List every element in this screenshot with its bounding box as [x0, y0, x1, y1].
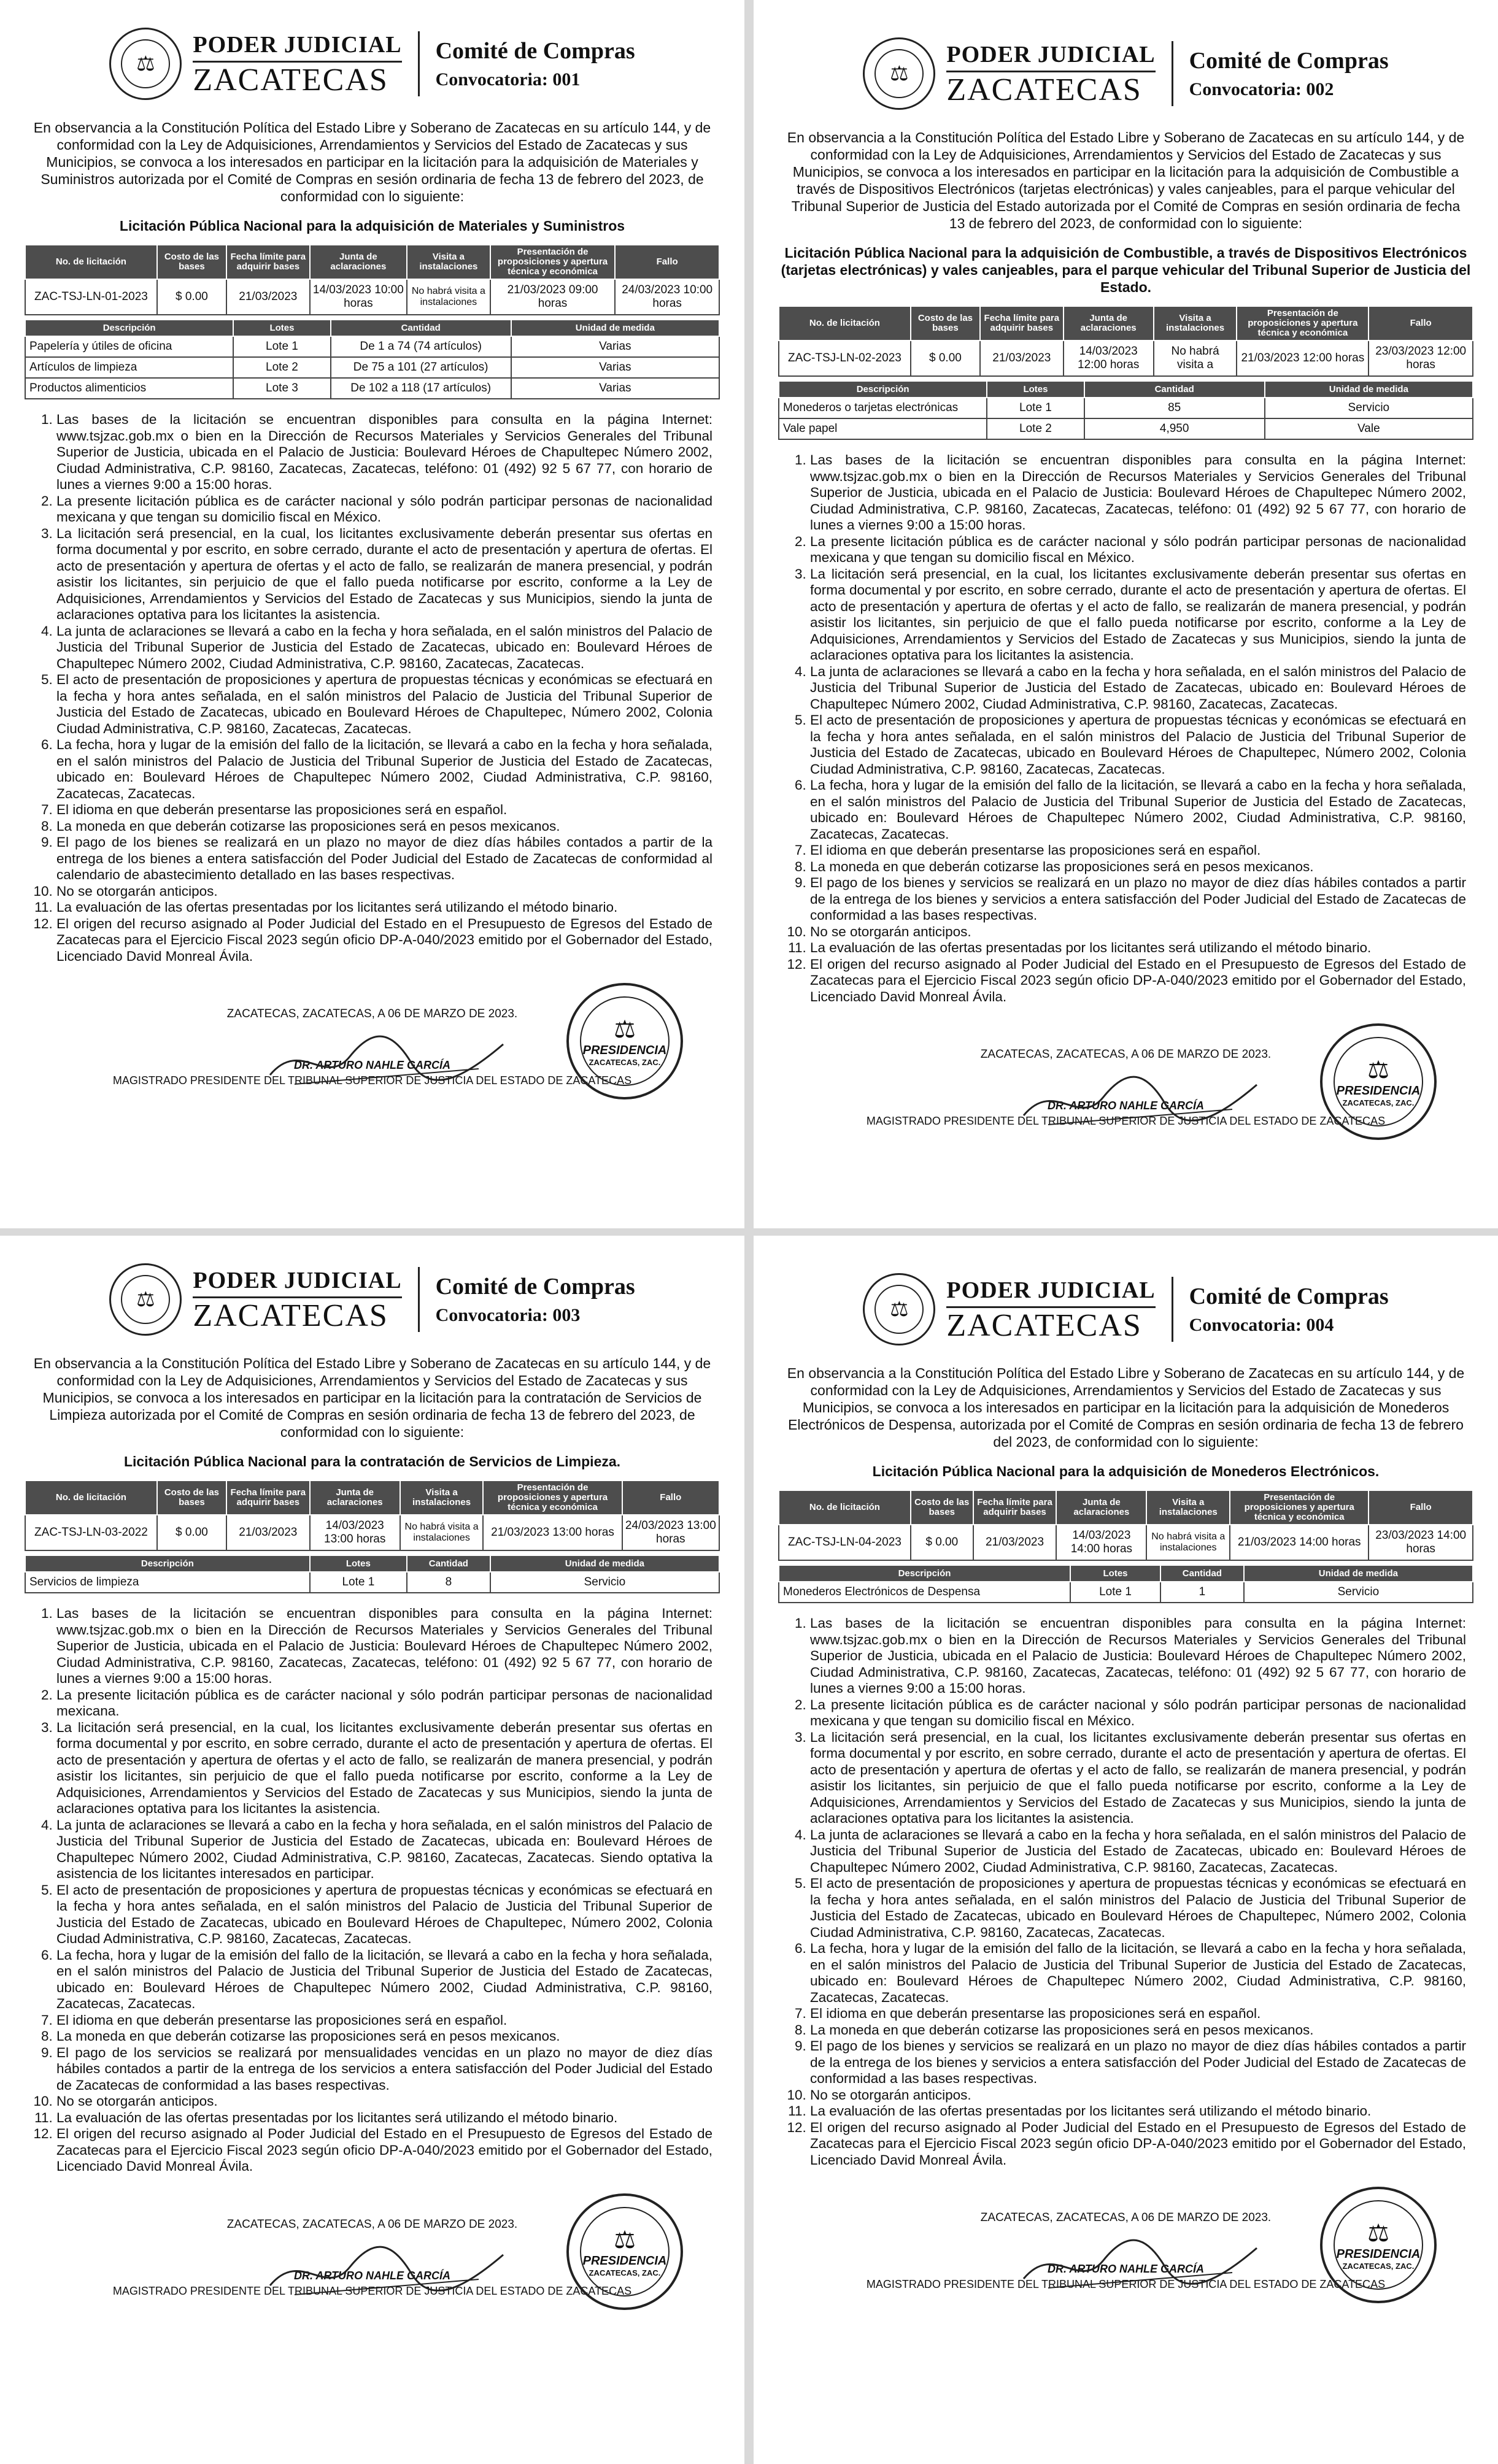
table-row	[25, 1515, 719, 1550]
th-fallo: Fallo	[622, 1480, 719, 1515]
schedule-table	[25, 244, 720, 315]
convocatoria-004-panel	[754, 1236, 1498, 2464]
conditions-list	[778, 1615, 1466, 2168]
poder-judicial-seal-icon: ⚖	[863, 37, 935, 110]
licitacion-title: Licitación Pública Nacional para la adquisición de Monederos Electrónicos.	[872, 1463, 1380, 1479]
signature-scribble-icon	[258, 1026, 515, 1093]
place-date: ZACATECAS, ZACATECAS, A 06 DE MARZO DE 2023.	[980, 2211, 1272, 2224]
th-lotes: Lotes	[310, 1555, 407, 1572]
list-item: 2. La presente licitación pública es de carácter nacional y sólo podrán participar personas de nacionalidad mexicana y que tengan su domicilio fiscal en México.	[56, 493, 712, 526]
list-item: 6. La fecha, hora y lugar de la emisión del fallo de la licitación, se llevará a cabo en la fecha y hora señalada, en el salón ministros del Palacio de Justicia del Tribunal Superior de Justicia del Estado de Zacatecas, ubicado en: Boulevard Héroes de Chapultepec Número 2002, Ciudad Administrativa, C.P. 98160, Zacatecas, Zacatecas.	[810, 777, 1466, 842]
th-visita: Visita a instalaciones	[407, 245, 490, 279]
th-costo: Costo de las bases	[157, 1480, 226, 1515]
th-junta: Junta de aclaraciones	[1056, 1490, 1146, 1525]
th-cantidad: Cantidad	[331, 320, 511, 336]
signature-block	[778, 2187, 1473, 2322]
cell-presentacion: 21/03/2023 12:00 horas	[1237, 341, 1369, 376]
list-item: 12. El origen del recurso asignado al Poder Judicial del Estado en el Presupuesto de Egresos del Estado de Zacatecas para el Ejercicio Fiscal 2023 según oficio DP-A-040/2023 emitido por el Gobernador del Estado, Licenciado David Monreal Ávila.	[56, 2126, 712, 2175]
cell-licitacion: ZAC-TSJ-LN-01-2023	[25, 279, 157, 315]
schedule-table	[25, 1480, 720, 1551]
committee-title: Comité de Compras	[435, 38, 635, 64]
list-item: 11. La evaluación de las ofertas presentadas por los licitantes será utilizando el método binario.	[56, 899, 712, 916]
cell-unidad: Servicio	[1265, 398, 1473, 418]
list-item: 9. El pago de los bienes y servicios se realizará en un plazo no mayor de diez días hábiles contados a partir de la entrega de los bienes y servicios a entera satisfacción del Poder Judicial del Estado de Zacatecas de conformidad a las bases respectivas.	[810, 2038, 1466, 2087]
org-name	[946, 1277, 1173, 1342]
cell-lote: Lote 1	[1070, 1582, 1160, 1603]
cell-unidad: Vale	[1265, 418, 1473, 439]
cell-licitacion: ZAC-TSJ-LN-02-2023	[779, 341, 911, 376]
org-line2: ZACATECAS	[946, 1308, 1142, 1343]
list-item: 8. La moneda en que deberán cotizarse las proposiciones será en pesos mexicanos.	[56, 818, 712, 835]
list-item: 5. El acto de presentación de proposiciones y apertura de propuestas técnicas y económicas se efectuará en la fecha y hora antes señalada, en el salón ministros del Palacio de Justicia del Tribunal Superior de Justicia del Estado de Zacatecas, ubicado en Boulevard Héroes de Chapultepec, Número 2002, Colonia Ciudad Administrativa, C.P. 98160, Zacatecas, Zacatecas.	[810, 1876, 1466, 1941]
th-fecha-limite: Fecha límite para adquirir bases	[226, 245, 310, 279]
org-line1: PODER JUDICIAL	[946, 42, 1156, 67]
cell-fecha-limite: 21/03/2023	[226, 279, 310, 315]
cell-cantidad: 85	[1084, 398, 1265, 418]
cell-junta: 14/03/2023 12:00 horas	[1064, 341, 1154, 376]
cell-descripcion: Servicios de limpieza	[25, 1572, 310, 1593]
cell-descripcion: Monederos o tarjetas electrónicas	[779, 398, 987, 418]
list-item: 11. La evaluación de las ofertas presentadas por los licitantes será utilizando el método binario.	[810, 940, 1466, 957]
list-item: 5. El acto de presentación de proposiciones y apertura de propuestas técnicas y económicas se efectuará en la fecha y hora antes señalada, en el salón ministros del Palacio de Justicia del Tribunal Superior de Justicia del Estado de Zacatecas, ubicado en Boulevard Héroes de Chapultepec, Número 2002, Colonia Ciudad Administrativa, C.P. 98160, Zacatecas, Zacatecas.	[56, 1882, 712, 1947]
cell-fecha-limite: 21/03/2023	[980, 341, 1064, 376]
signer-name: DR. ARTURO NAHLE GARCÍA	[1048, 2263, 1204, 2275]
org-line1: PODER JUDICIAL	[946, 1277, 1156, 1303]
table-row	[25, 279, 719, 315]
list-item: 1. Las bases de la licitación se encuentran disponibles para consulta en la página Internet: www.tsjzac.gob.mx o bien en la Dirección de Recursos Materiales y Servicios Generales del Tribunal Superior de Justicia, ubicada en el Palacio de Justicia: Boulevard Héroes de Chapultepec Número 2002, Ciudad Administrativa, C.P. 98160, Zacatecas, Zacatecas, teléfono: 01 (492) 92 5 67 77, con horario de lunes a viernes 9:00 a 15:00 horas.	[810, 452, 1466, 534]
th-junta: Junta de aclaraciones	[1064, 306, 1154, 341]
th-visita: Visita a instalaciones	[1154, 306, 1237, 341]
list-item: 4. La junta de aclaraciones se llevará a cabo en la fecha y hora señalada, en el salón ministros del Palacio de Justicia del Tribunal Superior de Justicia del Estado de Zacatecas, ubicada en: Boulevard Héroes de Chapultepec Número 2002, Ciudad Administrativa, C.P. 98160, Zacatecas, Zacatecas. Siendo optativa la asistencia de los licitantes interesados en participar.	[56, 1817, 712, 1882]
cell-fallo: 23/03/2023 12:00 horas	[1369, 341, 1473, 376]
org-name	[193, 1267, 419, 1332]
list-item: 3. La licitación será presencial, en la cual, los licitantes exclusivamente deberán presentar sus ofertas en forma documental y por escrito, en sobre cerrado, durante el acto de presentación y apertura de ofertas. El acto de presentación y apertura de ofertas y el acto de fallo, se realizarán de manera presencial, y podrán asistir los licitantes, sin perjuicio de que el fallo pueda notificarse por escrito, conforme a la Ley de Adquisiciones, Arrendamientos y Servicios del Estado de Zacatecas y sus Municipios, siendo la junta de aclaraciones optativa para los licitantes la asistencia.	[56, 526, 712, 623]
signature-block	[25, 2193, 720, 2328]
committee-title: Comité de Compras	[1189, 1284, 1389, 1309]
cell-lote: Lote 2	[987, 418, 1084, 439]
list-item: 4. La junta de aclaraciones se llevará a cabo en la fecha y hora señalada, en el salón ministros del Palacio de Justicia del Tribunal Superior de Justicia del Estado de Zacatecas, ubicado en: Boulevard Héroes de Chapultepec Número 2002, Ciudad Administrativa, C.P. 98160, Zacatecas, Zacatecas.	[56, 623, 712, 672]
th-unidad: Unidad de medida	[511, 320, 719, 336]
intro-paragraph: En observancia a la Constitución Política del Estado Libre y Soberano de Zacatecas en su artículo 144, y de conformidad con la Ley de Adquisiciones, Arrendamientos y Servicios del Estado de Zacatecas y sus Municipios, se convoca a los interesados en participar en la licitación para la adquisición de Materiales y Suministros autorizada por el Comité de Compras en sesión ordinaria de fecha 13 de febrero del 2023, de conformidad con lo siguiente:	[33, 120, 711, 204]
cell-visita: No habrá visita a instalaciones	[1146, 1525, 1230, 1560]
cell-presentacion: 21/03/2023 13:00 horas	[483, 1515, 622, 1550]
list-item: 2. La presente licitación pública es de carácter nacional y sólo podrán participar personas de nacionalidad mexicana.	[56, 1687, 712, 1720]
items-table	[25, 319, 720, 399]
licitacion-title: Licitación Pública Nacional para la adquisición de Materiales y Suministros	[119, 218, 625, 234]
cell-cantidad: De 75 a 101 (27 artículos)	[331, 357, 511, 378]
cell-fallo: 24/03/2023 10:00 horas	[615, 279, 719, 315]
list-item: 10. No se otorgarán anticipos.	[810, 2087, 1466, 2104]
th-presentacion: Presentación de proposiciones y apertura técnica y económica	[1230, 1490, 1369, 1525]
th-junta: Junta de aclaraciones	[310, 245, 407, 279]
cell-unidad: Varias	[511, 378, 719, 399]
cell-fallo: 23/03/2023 14:00 horas	[1369, 1525, 1473, 1560]
list-item: 10. No se otorgarán anticipos.	[56, 884, 712, 900]
th-fallo: Fallo	[615, 245, 719, 279]
table-row	[25, 357, 719, 378]
list-item: 1. Las bases de la licitación se encuentran disponibles para consulta en la página Internet: www.tsjzac.gob.mx o bien en la Dirección de Recursos Materiales y Servicios Generales del Tribunal Superior de Justicia, ubicada en el Palacio de Justicia: Boulevard Héroes de Chapultepec Número 2002, Ciudad Administrativa, C.P. 98160, Zacatecas, Zacatecas, teléfono: 01 (492) 92 5 67 77, con horario de lunes a viernes 9:00 a 15:00 horas.	[56, 1606, 712, 1687]
cell-unidad: Servicio	[1244, 1582, 1473, 1603]
cell-costo: $ 0.00	[157, 279, 226, 315]
cell-cantidad: De 102 a 118 (17 artículos)	[331, 378, 511, 399]
signature-block	[778, 1023, 1473, 1158]
intro-paragraph: En observancia a la Constitución Política del Estado Libre y Soberano de Zacatecas en su artículo 144, y de conformidad con la Ley de Adquisiciones, Arrendamientos y Servicios del Estado de Zacatecas y sus Municipios, se convoca a los interesados en participar en la licitación para la adquisición de Combustible a través de Dispositivos Electrónicos (tarjetas electrónicas) y vales canjeables, para el parque vehicular del Tribunal Superior de Justicia del Estado autorizada por el Comité de Compras en sesión ordinaria de fecha 13 de febrero del 2023, de conformidad con lo siguiente:	[787, 129, 1465, 231]
th-licitacion: No. de licitación	[25, 1480, 157, 1515]
cell-lote: Lote 1	[310, 1572, 407, 1593]
th-presentacion: Presentación de proposiciones y apertura técnica y económica	[1237, 306, 1369, 341]
cell-presentacion: 21/03/2023 09:00 horas	[490, 279, 616, 315]
cell-unidad: Servicio	[490, 1572, 719, 1593]
cell-fallo: 24/03/2023 13:00 horas	[622, 1515, 719, 1550]
place-date: ZACATECAS, ZACATECAS, A 06 DE MARZO DE 2023.	[226, 1007, 518, 1020]
items-table	[778, 1565, 1473, 1603]
cell-visita: No habrá visita a instalaciones	[407, 279, 490, 315]
list-item: 8. La moneda en que deberán cotizarse las proposiciones será en pesos mexicanos.	[810, 2022, 1466, 2039]
presidencia-stamp-icon: ⚖ PRESIDENCIA ZACATECAS, ZAC.	[1320, 1023, 1437, 1140]
conditions-list	[778, 452, 1466, 1005]
cell-fecha-limite: 21/03/2023	[973, 1525, 1057, 1560]
signature-scribble-icon	[1011, 1066, 1269, 1134]
cell-cantidad: 1	[1160, 1582, 1244, 1603]
th-descripcion: Descripción	[779, 1565, 1070, 1582]
org-name	[193, 31, 419, 96]
cell-descripcion: Vale papel	[779, 418, 987, 439]
signer-name: DR. ARTURO NAHLE GARCÍA	[294, 2269, 450, 2282]
th-licitacion: No. de licitación	[779, 306, 911, 341]
cell-costo: $ 0.00	[911, 1525, 973, 1560]
list-item: 7. El idioma en que deberán presentarse las proposiciones será en español.	[810, 2006, 1466, 2022]
place-date: ZACATECAS, ZACATECAS, A 06 DE MARZO DE 2023.	[980, 1048, 1272, 1061]
cell-costo: $ 0.00	[157, 1515, 226, 1550]
org-name	[946, 41, 1173, 106]
table-row	[779, 398, 1473, 418]
th-presentacion: Presentación de proposiciones y apertura técnica y económica	[483, 1480, 622, 1515]
signer-role: MAGISTRADO PRESIDENTE DEL TRIBUNAL SUPERIOR DE JUSTICIA DEL ESTADO DE ZACATECAS	[866, 1115, 1386, 1127]
convocatoria-number: Convocatoria: 003	[435, 1305, 581, 1325]
cell-lote: Lote 1	[987, 398, 1084, 418]
th-cantidad: Cantidad	[407, 1555, 490, 1572]
org-line2: ZACATECAS	[193, 1298, 388, 1333]
committee-title: Comité de Compras	[435, 1274, 635, 1299]
table-row	[779, 341, 1473, 376]
th-lotes: Lotes	[987, 381, 1084, 398]
panel-header	[25, 25, 720, 103]
th-visita: Visita a instalaciones	[400, 1480, 484, 1515]
cell-cantidad: 8	[407, 1572, 490, 1593]
th-unidad: Unidad de medida	[1244, 1565, 1473, 1582]
list-item: 11. La evaluación de las ofertas presentadas por los licitantes será utilizando el método binario.	[810, 2103, 1466, 2120]
licitacion-title: Licitación Pública Nacional para la adquisición de Combustible, a través de Dispositivos Electrónicos (tarjetas electrónicas) y vales canjeables, para el parque vehicular del Tribunal Superior de Justicia del Estado.	[781, 245, 1471, 295]
place-date: ZACATECAS, ZACATECAS, A 06 DE MARZO DE 2023.	[226, 2217, 518, 2231]
cell-unidad: Varias	[511, 357, 719, 378]
convocatoria-number: Convocatoria: 001	[435, 69, 581, 90]
list-item: 8. La moneda en que deberán cotizarse las proposiciones será en pesos mexicanos.	[56, 2028, 712, 2045]
list-item: 12. El origen del recurso asignado al Poder Judicial del Estado en el Presupuesto de Egresos del Estado de Zacatecas para el Ejercicio Fiscal 2023 según oficio DP-A-040/2023 emitido por el Gobernador del Estado, Licenciado David Monreal Ávila.	[810, 2120, 1466, 2169]
list-item: 10. No se otorgarán anticipos.	[56, 2093, 712, 2110]
presidencia-stamp-icon: ⚖ PRESIDENCIA ZACATECAS, ZAC.	[566, 983, 683, 1099]
th-fecha-limite: Fecha límite para adquirir bases	[980, 306, 1064, 341]
cell-descripcion: Artículos de limpieza	[25, 357, 233, 378]
cell-descripcion: Monederos Electrónicos de Despensa	[779, 1582, 1070, 1603]
conditions-list	[25, 1606, 712, 2175]
cell-descripcion: Productos alimenticios	[25, 378, 233, 399]
list-item: 1. Las bases de la licitación se encuentran disponibles para consulta en la página Internet: www.tsjzac.gob.mx o bien en la Dirección de Recursos Materiales y Servicios Generales del Tribunal Superior de Justicia, ubicada en el Palacio de Justicia: Boulevard Héroes de Chapultepec Número 2002, Ciudad Administrativa, C.P. 98160, Zacatecas, Zacatecas, teléfono: 01 (492) 92 5 67 77, con horario de lunes a viernes 9:00 a 15:00 horas.	[810, 1615, 1466, 1697]
th-costo: Costo de las bases	[157, 245, 226, 279]
intro-paragraph: En observancia a la Constitución Política del Estado Libre y Soberano de Zacatecas en su artículo 144, y de conformidad con la Ley de Adquisiciones, Arrendamientos y Servicios del Estado de Zacatecas y sus Municipios, se convoca a los interesados en participar en la licitación para la contratación de Servicios de Limpieza autorizada por el Comité de Compras en sesión ordinaria de fecha 13 de febrero del 2023, de conformidad con lo siguiente:	[33, 1355, 711, 1440]
list-item: 11. La evaluación de las ofertas presentadas por los licitantes será utilizando el método binario.	[56, 2110, 712, 2127]
committee-title: Comité de Compras	[1189, 48, 1389, 74]
th-costo: Costo de las bases	[911, 1490, 973, 1525]
org-line1: PODER JUDICIAL	[193, 32, 402, 58]
org-line2: ZACATECAS	[193, 63, 388, 98]
list-item: 1. Las bases de la licitación se encuentran disponibles para consulta en la página Internet: www.tsjzac.gob.mx o bien en la Dirección de Recursos Materiales y Servicios Generales del Tribunal Superior de Justicia, ubicada en el Palacio de Justicia: Boulevard Héroes de Chapultepec Número 2002, Ciudad Administrativa, C.P. 98160, Zacatecas, Zacatecas, teléfono: 01 (492) 92 5 67 77, con horario de lunes a viernes 9:00 a 15:00 horas.	[56, 412, 712, 493]
table-row	[25, 336, 719, 357]
th-unidad: Unidad de medida	[490, 1555, 719, 1572]
signer-role: MAGISTRADO PRESIDENTE DEL TRIBUNAL SUPERIOR DE JUSTICIA DEL ESTADO DE ZACATECAS	[112, 1074, 632, 1087]
th-cantidad: Cantidad	[1160, 1565, 1244, 1582]
items-table	[25, 1555, 720, 1593]
list-item: 12. El origen del recurso asignado al Poder Judicial del Estado en el Presupuesto de Egresos del Estado de Zacatecas para el Ejercicio Fiscal 2023 según oficio DP-A-040/2023 emitido por el Gobernador del Estado, Licenciado David Monreal Ávila.	[56, 916, 712, 965]
convocatoria-002-panel	[754, 0, 1498, 1228]
list-item: 7. El idioma en que deberán presentarse las proposiciones será en español.	[56, 802, 712, 818]
table-row	[25, 378, 719, 399]
panel-header	[778, 1270, 1473, 1349]
th-descripcion: Descripción	[779, 381, 987, 398]
signature-scribble-icon	[1011, 2230, 1269, 2297]
signature-block	[25, 983, 720, 1118]
th-fallo: Fallo	[1369, 306, 1473, 341]
cell-costo: $ 0.00	[911, 341, 980, 376]
th-cantidad: Cantidad	[1084, 381, 1265, 398]
schedule-table	[778, 306, 1473, 377]
intro-paragraph: En observancia a la Constitución Política del Estado Libre y Soberano de Zacatecas en su artículo 144, y de conformidad con la Ley de Adquisiciones, Arrendamientos y Servicios del Estado de Zacatecas y sus Municipios, se convoca a los interesados en participar en la licitación para la adquisición de Monederos Electrónicos de Despensa, autorizada por el Comité de Compras en sesión ordinaria de fecha 13 de febrero del 2023, de conformidad con lo siguiente:	[787, 1365, 1465, 1450]
cell-cantidad: 4,950	[1084, 418, 1265, 439]
cell-unidad: Varias	[511, 336, 719, 357]
cell-presentacion: 21/03/2023 14:00 horas	[1230, 1525, 1369, 1560]
signature-scribble-icon	[258, 2236, 515, 2304]
table-row	[779, 418, 1473, 439]
convocatoria-number: Convocatoria: 002	[1189, 79, 1334, 99]
signer-name: DR. ARTURO NAHLE GARCÍA	[294, 1059, 450, 1071]
th-fecha-limite: Fecha límite para adquirir bases	[226, 1480, 310, 1515]
items-table	[778, 380, 1473, 440]
th-presentacion: Presentación de proposiciones y apertura técnica y económica	[490, 245, 616, 279]
convocatoria-003-panel	[0, 1236, 744, 2464]
convocatoria-001-panel	[0, 0, 744, 1228]
cell-licitacion: ZAC-TSJ-LN-03-2022	[25, 1515, 157, 1550]
list-item: 10. No se otorgarán anticipos.	[810, 924, 1466, 941]
list-item: 2. La presente licitación pública es de carácter nacional y sólo podrán participar personas de nacionalidad mexicana y que tengan su domicilio fiscal en México.	[810, 1697, 1466, 1730]
table-row	[779, 1525, 1473, 1560]
list-item: 9. El pago de los bienes se realizará en un plazo no mayor de diez días hábiles contados a partir de la entrega de los bienes a entera satisfacción del Poder Judicial del Estado de Zacatecas de conformidad al calendario de abastecimiento detallado en las bases respectivas.	[56, 834, 712, 884]
cell-lote: Lote 2	[233, 357, 330, 378]
cell-licitacion: ZAC-TSJ-LN-04-2023	[779, 1525, 911, 1560]
th-junta: Junta de aclaraciones	[310, 1480, 400, 1515]
list-item: 3. La licitación será presencial, en la cual, los licitantes exclusivamente deberán presentar sus ofertas en forma documental y por escrito, en sobre cerrado, durante el acto de presentación y apertura de ofertas. El acto de presentación y apertura de ofertas y el acto de fallo, se realizarán de manera presencial, y podrán asistir los licitantes, sin perjuicio de que el fallo pueda notificarse por escrito, conforme a la Ley de Adquisiciones, Arrendamientos y Servicios del Estado de Zacatecas y sus Municipios, siendo la junta de aclaraciones optativa para los licitantes la asistencia.	[56, 1720, 712, 1817]
schedule-table	[778, 1490, 1473, 1561]
poder-judicial-seal-icon: ⚖	[109, 1263, 182, 1336]
th-costo: Costo de las bases	[911, 306, 980, 341]
cell-fecha-limite: 21/03/2023	[226, 1515, 310, 1550]
poder-judicial-seal-icon: ⚖	[109, 28, 182, 100]
th-lotes: Lotes	[1070, 1565, 1160, 1582]
cell-visita: No habrá visita a	[1154, 341, 1237, 376]
table-row	[25, 1572, 719, 1593]
signer-role: MAGISTRADO PRESIDENTE DEL TRIBUNAL SUPERIOR DE JUSTICIA DEL ESTADO DE ZACATECAS	[866, 2278, 1386, 2290]
list-item: 4. La junta de aclaraciones se llevará a cabo en la fecha y hora señalada, en el salón ministros del Palacio de Justicia del Tribunal Superior de Justicia del Estado de Zacatecas, ubicado en: Boulevard Héroes de Chapultepec Número 2002, Ciudad Administrativa, C.P. 98160, Zacatecas, Zacatecas.	[810, 1827, 1466, 1876]
list-item: 9. El pago de los servicios se realizará por mensualidades vencidas en un plazo no mayor de diez días hábiles contados a partir de la entrega de los servicios a entera satisfacción del Poder Judicial del Estado de Zacatecas de conformidad a las bases respectivas.	[56, 2045, 712, 2094]
list-item: 4. La junta de aclaraciones se llevará a cabo en la fecha y hora señalada, en el salón ministros del Palacio de Justicia del Tribunal Superior de Justicia del Estado de Zacatecas, ubicado en: Boulevard Héroes de Chapultepec Número 2002, Ciudad Administrativa, C.P. 98160, Zacatecas, Zacatecas.	[810, 664, 1466, 713]
cell-visita: No habrá visita a instalaciones	[400, 1515, 484, 1550]
cell-junta: 14/03/2023 14:00 horas	[1056, 1525, 1146, 1560]
th-licitacion: No. de licitación	[779, 1490, 911, 1525]
cell-lote: Lote 3	[233, 378, 330, 399]
th-visita: Visita a instalaciones	[1146, 1490, 1230, 1525]
list-item: 7. El idioma en que deberán presentarse las proposiciones será en español.	[56, 2012, 712, 2029]
list-item: 9. El pago de los bienes y servicios se realizará en un plazo no mayor de diez días hábiles contados a partir de la entrega de los bienes y servicios a entera satisfacción del Poder Judicial del Estado de Zacatecas de conformidad a las bases respectivas.	[810, 875, 1466, 924]
th-fecha-limite: Fecha límite para adquirir bases	[973, 1490, 1057, 1525]
th-fallo: Fallo	[1369, 1490, 1473, 1525]
th-licitacion: No. de licitación	[25, 245, 157, 279]
cell-descripcion: Papelería y útiles de oficina	[25, 336, 233, 357]
cell-junta: 14/03/2023 10:00 horas	[310, 279, 407, 315]
cell-junta: 14/03/2023 13:00 horas	[310, 1515, 400, 1550]
th-lotes: Lotes	[233, 320, 330, 336]
cell-lote: Lote 1	[233, 336, 330, 357]
list-item: 6. La fecha, hora y lugar de la emisión del fallo de la licitación, se llevará a cabo en la fecha y hora señalada, en el salón ministros del Palacio de Justicia del Tribunal Superior de Justicia del Estado de Zacatecas, ubicado en: Boulevard Héroes de Chapultepec Número 2002, Ciudad Administrativa, C.P. 98160, Zacatecas, Zacatecas.	[56, 737, 712, 802]
list-item: 7. El idioma en que deberán presentarse las proposiciones será en español.	[810, 842, 1466, 859]
list-item: 3. La licitación será presencial, en la cual, los licitantes exclusivamente deberán presentar sus ofertas en forma documental y por escrito, en sobre cerrado, durante el acto de presentación y apertura de ofertas. El acto de presentación y apertura de ofertas y el acto de fallo, se realizarán de manera presencial, y podrán asistir los licitantes, sin perjuicio de que el fallo pueda notificarse por escrito, conforme a la Ley de Adquisiciones, Arrendamientos y Servicios del Estado de Zacatecas y sus Municipios, siendo la junta de aclaraciones optativa para los licitantes la asistencia.	[810, 566, 1466, 664]
presidencia-stamp-icon: ⚖ PRESIDENCIA ZACATECAS, ZAC.	[566, 2193, 683, 2310]
cell-cantidad: De 1 a 74 (74 artículos)	[331, 336, 511, 357]
list-item: 8. La moneda en que deberán cotizarse las proposiciones será en pesos mexicanos.	[810, 859, 1466, 876]
signer-name: DR. ARTURO NAHLE GARCÍA	[1048, 1099, 1204, 1112]
presidencia-stamp-icon: ⚖ PRESIDENCIA ZACATECAS, ZAC.	[1320, 2187, 1437, 2303]
panel-header	[25, 1260, 720, 1339]
th-descripcion: Descripción	[25, 320, 233, 336]
list-item: 5. El acto de presentación de proposiciones y apertura de propuestas técnicas y económicas se efectuará en la fecha y hora antes señalada, en el salón ministros del Palacio de Justicia del Tribunal Superior de Justicia del Estado de Zacatecas, ubicado en Boulevard Héroes de Chapultepec, Número 2002, Colonia Ciudad Administrativa, C.P. 98160, Zacatecas, Zacatecas.	[56, 672, 712, 737]
list-item: 6. La fecha, hora y lugar de la emisión del fallo de la licitación, se llevará a cabo en la fecha y hora señalada, en el salón ministros del Palacio de Justicia del Tribunal Superior de Justicia del Estado de Zacatecas, ubicado en: Boulevard Héroes de Chapultepec Número 2002, Ciudad Administrativa, C.P. 98160, Zacatecas, Zacatecas.	[810, 1941, 1466, 2006]
org-line2: ZACATECAS	[946, 72, 1142, 107]
licitacion-title: Licitación Pública Nacional para la contratación de Servicios de Limpieza.	[123, 1453, 621, 1469]
signer-role: MAGISTRADO PRESIDENTE DEL TRIBUNAL SUPERIOR DE JUSTICIA DEL ESTADO DE ZACATECAS	[112, 2284, 632, 2297]
list-item: 5. El acto de presentación de proposiciones y apertura de propuestas técnicas y económicas se efectuará en la fecha y hora antes señalada, en el salón ministros del Palacio de Justicia del Tribunal Superior de Justicia del Estado de Zacatecas, ubicado en Boulevard Héroes de Chapultepec, Número 2002, Colonia Ciudad Administrativa, C.P. 98160, Zacatecas, Zacatecas.	[810, 712, 1466, 777]
list-item: 2. La presente licitación pública es de carácter nacional y sólo podrán participar personas de nacionalidad mexicana y que tengan su domicilio fiscal en México.	[810, 534, 1466, 566]
list-item: 6. La fecha, hora y lugar de la emisión del fallo de la licitación, se llevará a cabo en la fecha y hora señalada, en el salón ministros del Palacio de Justicia del Tribunal Superior de Justicia del Estado de Zacatecas, ubicado en: Boulevard Héroes de Chapultepec Número 2002, Ciudad Administrativa, C.P. 98160, Zacatecas, Zacatecas.	[56, 1947, 712, 2012]
poder-judicial-seal-icon: ⚖	[863, 1273, 935, 1346]
th-unidad: Unidad de medida	[1265, 381, 1473, 398]
org-line1: PODER JUDICIAL	[193, 1268, 402, 1293]
list-item: 12. El origen del recurso asignado al Poder Judicial del Estado en el Presupuesto de Egresos del Estado de Zacatecas para el Ejercicio Fiscal 2023 según oficio DP-A-040/2023 emitido por el Gobernador del Estado, Licenciado David Monreal Ávila.	[810, 957, 1466, 1006]
conditions-list	[25, 412, 712, 964]
panel-header	[778, 34, 1473, 113]
convocatoria-number: Convocatoria: 004	[1189, 1315, 1334, 1335]
table-row	[779, 1582, 1473, 1603]
list-item: 3. La licitación será presencial, en la cual, los licitantes exclusivamente deberán presentar sus ofertas en forma documental y por escrito, en sobre cerrado, durante el acto de presentación y apertura de ofertas. El acto de presentación y apertura de ofertas y el acto de fallo, se realizarán de manera presencial, y podrán asistir los licitantes, sin perjuicio de que el fallo pueda notificarse por escrito, conforme a la Ley de Adquisiciones, Arrendamientos y Servicios del Estado de Zacatecas y sus Municipios, siendo la junta de aclaraciones optativa para los licitantes la asistencia.	[810, 1730, 1466, 1827]
th-descripcion: Descripción	[25, 1555, 310, 1572]
